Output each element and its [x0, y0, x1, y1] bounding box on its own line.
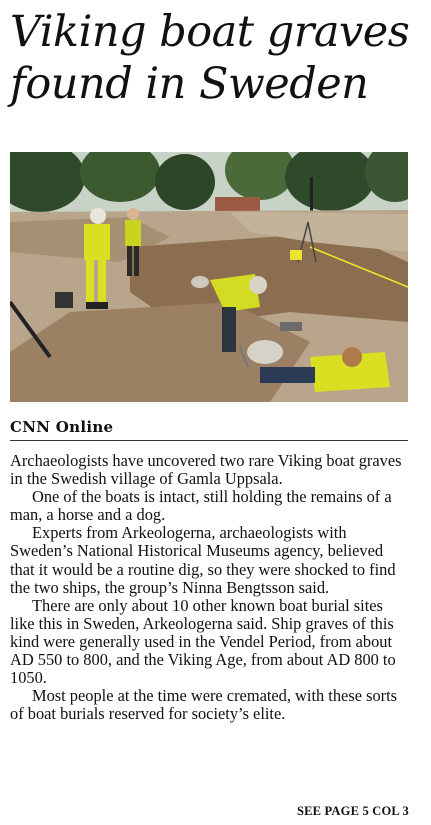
article-body: [10, 452, 410, 723]
byline: CNN Online: [10, 418, 114, 436]
byline-divider: [10, 440, 408, 441]
headline-line-2: found in Sweden: [10, 59, 369, 109]
paragraph-5: Most people at the time were cremated, with these sorts of boat burials reserved for society’s elite.: [10, 686, 398, 724]
paragraph-2: One of the boats is intact, still holding the remains of a man, a horse and a dog.: [10, 487, 392, 525]
headline-line-1: Viking boat graves: [10, 7, 410, 57]
continued-on-page[interactable]: SEE PAGE 5 COL 3: [296, 804, 409, 818]
headline: [10, 6, 425, 110]
excavation-photo-illustration: [10, 152, 408, 402]
paragraph-1: Archaeologists have uncovered two rare Viking boat graves in the Swedish village of Gamla Uppsala.: [10, 451, 402, 489]
paragraph-3: Experts from Arkeologerna, archaeologists with Sweden’s National Historical Museums agency, believed that it would be a routine dig, so they were shocked to find the two ships, the group’s Ninna Bengtsson said.: [10, 523, 396, 597]
paragraph-4: There are only about 10 other known boat burial sites like this in Sweden, Arkeologerna said. Ship graves of this kind were generally used in the Vendel Period, from about AD 550 to 800, and the Viking Age, from about AD 800 to 1050.: [10, 595, 396, 688]
excavation-photo: [10, 152, 408, 402]
